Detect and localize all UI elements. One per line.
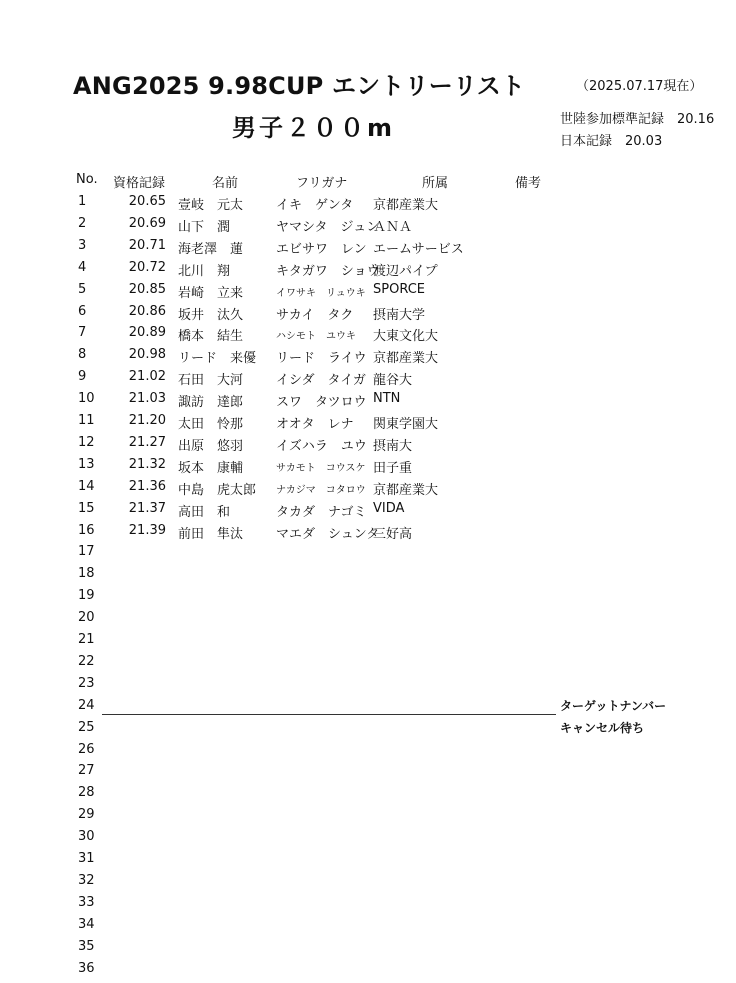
row-number: 15 [78, 500, 95, 516]
row-number: 33 [78, 894, 95, 910]
athlete-name: 壹岐 元太 [178, 198, 244, 213]
athlete-furigana: サカモト コウスケ [276, 462, 366, 474]
table-row [0, 961, 736, 983]
athlete-furigana: イシダ タイガ [276, 373, 366, 389]
row-number: 17 [78, 544, 95, 560]
qualifying-record: 21.02 [128, 369, 166, 385]
table-row [0, 347, 736, 369]
athlete-furigana: エビサワ レン [276, 241, 367, 257]
athlete-name: 高田 和 [178, 504, 231, 520]
athlete-affiliation: 関東学園大 [373, 417, 439, 432]
athlete-affiliation: 田子重 [373, 460, 413, 476]
athlete-name: 中島 虎太郎 [178, 482, 257, 498]
row-number: 35 [78, 938, 95, 954]
table-row [0, 523, 736, 545]
table-row [0, 566, 736, 588]
table-row [0, 829, 736, 851]
table-row [0, 851, 736, 873]
row-number: 32 [78, 872, 95, 888]
athlete-affiliation: VIDA [373, 500, 405, 516]
world-championships-standard: 世陸参加標準記録 20.16 [560, 112, 715, 127]
row-number: 8 [78, 347, 87, 363]
target-number-cutoff-line [102, 714, 556, 715]
table-row [0, 632, 736, 654]
table-row [0, 194, 736, 216]
cancel-waiting-note: キャンセル待ち [560, 721, 645, 735]
header-name: 名前 [212, 176, 239, 191]
header-remarks: 備考 [515, 176, 542, 191]
row-number: 21 [78, 632, 95, 647]
table-row [0, 479, 736, 501]
table-row [0, 260, 736, 282]
table-row [0, 610, 736, 632]
athlete-name: 石田 大河 [178, 373, 244, 389]
athlete-affiliation: 京都産業大 [373, 351, 439, 367]
athlete-name: 前田 隼汰 [178, 526, 244, 542]
event-name: 男子２００m [232, 114, 396, 142]
as-of-date: （2025.07.17現在） [576, 79, 703, 94]
row-number: 7 [78, 325, 87, 341]
row-number: 11 [78, 413, 95, 428]
athlete-furigana: ハシモト ユウキ [276, 331, 356, 343]
qualifying-record: 20.85 [128, 281, 166, 297]
row-number: 19 [78, 588, 95, 604]
athlete-affiliation: 摂南大 [373, 438, 413, 454]
athlete-name: 海老澤 蓮 [178, 241, 244, 257]
row-number: 6 [78, 303, 87, 319]
table-row [0, 501, 736, 523]
table-row [0, 807, 736, 829]
table-row [0, 939, 736, 961]
row-number: 25 [78, 719, 95, 735]
table-row [0, 304, 736, 326]
athlete-affiliation: SPORCE [373, 281, 425, 297]
row-number: 30 [78, 829, 95, 845]
row-number: 18 [78, 566, 95, 582]
row-number: 14 [78, 478, 95, 494]
athlete-affiliation: 摂南大学 [373, 307, 426, 323]
table-row [0, 544, 736, 566]
table-row [0, 435, 736, 457]
row-number: 10 [78, 391, 95, 407]
table-row [0, 282, 736, 304]
table-row [0, 391, 736, 413]
athlete-affiliation: 三好高 [373, 526, 413, 542]
qualifying-record: 21.37 [128, 500, 166, 516]
target-number-note: ターゲットナンバー [560, 699, 667, 713]
athlete-name: リード 来優 [178, 351, 257, 367]
table-row [0, 917, 736, 939]
qualifying-record: 20.69 [128, 215, 166, 231]
row-number: 24 [78, 697, 95, 713]
athlete-furigana: イワサキ リュウキ [276, 287, 366, 299]
table-row [0, 413, 736, 435]
athlete-affiliation: 渡辺パイプ [373, 263, 438, 279]
table-row [0, 457, 736, 479]
athlete-affiliation: NTN [373, 391, 401, 407]
row-number: 28 [78, 785, 95, 801]
row-number: 13 [78, 456, 95, 472]
athlete-name: 岩崎 立来 [178, 285, 244, 301]
header-record: 資格記録 [113, 176, 166, 191]
athlete-name: 坂井 汰久 [178, 307, 244, 323]
qualifying-record: 21.39 [128, 522, 166, 538]
qualifying-record: 21.32 [128, 456, 166, 472]
qualifying-record: 21.27 [128, 434, 166, 450]
athlete-affiliation: 龍谷大 [373, 373, 413, 389]
row-number: 4 [78, 259, 87, 275]
athlete-name: 太田 怜那 [178, 417, 244, 432]
qualifying-record: 21.36 [128, 478, 166, 494]
table-row [0, 369, 736, 391]
row-number: 2 [78, 215, 87, 231]
qualifying-record: 20.72 [128, 259, 166, 275]
athlete-furigana: サカイ タク [276, 307, 354, 323]
table-row [0, 325, 736, 347]
qualifying-record: 21.20 [128, 413, 166, 428]
athlete-affiliation: 大東文化大 [373, 329, 439, 345]
athlete-name: 出原 悠羽 [178, 438, 244, 454]
athlete-furigana: キタガワ ショウ [276, 263, 380, 279]
header-affiliation: 所属 [422, 176, 449, 191]
qualifying-record: 20.86 [128, 303, 166, 319]
athlete-furigana: ヤマシタ ジュン [276, 219, 380, 235]
row-number: 34 [78, 916, 95, 932]
header-kana: フリガナ [296, 176, 348, 191]
row-number: 1 [78, 194, 87, 209]
athlete-furigana: ナカジマ コタロウ [276, 484, 366, 496]
table-row [0, 873, 736, 895]
row-number: 36 [78, 960, 95, 976]
athlete-furigana: イキ ゲンタ [276, 198, 354, 213]
table-row [0, 785, 736, 807]
qualifying-record: 20.65 [128, 194, 166, 209]
row-number: 16 [78, 522, 95, 538]
table-row [0, 763, 736, 785]
table-row [0, 238, 736, 260]
national-record: 日本記録 20.03 [560, 134, 663, 149]
athlete-name: 坂本 康輔 [178, 460, 244, 476]
row-number: 27 [78, 763, 95, 779]
athlete-furigana: タカダ ナゴミ [276, 504, 367, 520]
header-no: No. [76, 172, 98, 187]
row-number: 31 [78, 851, 95, 866]
row-number: 3 [78, 237, 87, 253]
athlete-name: 橋本 結生 [178, 329, 244, 345]
athlete-name: 諏訪 達郎 [178, 395, 244, 411]
page-title: ANG2025 9.98CUP エントリーリスト [73, 72, 526, 100]
table-row [0, 216, 736, 238]
athlete-furigana: マエダ シュンタ [276, 526, 380, 542]
athlete-furigana: イズハラ ユウ [276, 438, 367, 454]
qualifying-record: 20.98 [128, 347, 166, 363]
table-row [0, 588, 736, 610]
athlete-furigana: オオタ レナ [276, 417, 354, 432]
row-number: 22 [78, 653, 95, 669]
qualifying-record: 20.71 [128, 237, 166, 253]
athlete-name: 北川 翔 [178, 263, 231, 279]
row-number: 29 [78, 807, 95, 823]
row-number: 9 [78, 369, 87, 385]
table-row [0, 895, 736, 917]
row-number: 20 [78, 610, 95, 626]
table-row [0, 742, 736, 764]
athlete-furigana: リード ライウ [276, 351, 367, 367]
athlete-name: 山下 潤 [178, 219, 231, 235]
athlete-affiliation: ＡＮＡ [373, 219, 413, 235]
table-row [0, 654, 736, 676]
table-row [0, 676, 736, 698]
athlete-affiliation: 京都産業大 [373, 482, 439, 498]
row-number: 5 [78, 281, 87, 297]
athlete-affiliation: 京都産業大 [373, 198, 439, 213]
qualifying-record: 21.03 [128, 391, 166, 407]
row-number: 12 [78, 434, 95, 450]
athlete-furigana: スワ タツロウ [276, 395, 367, 411]
athlete-affiliation: エームサービス [373, 241, 464, 257]
row-number: 23 [78, 675, 95, 691]
row-number: 26 [78, 741, 95, 757]
qualifying-record: 20.89 [128, 325, 166, 341]
